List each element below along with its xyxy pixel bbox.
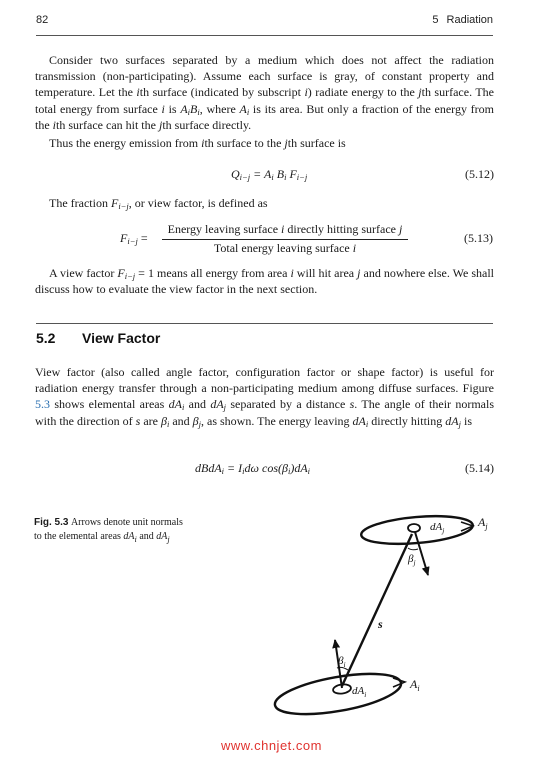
fraction-numerator: Energy leaving surface i directly hitting surface j <box>167 222 403 236</box>
element-dai <box>332 683 351 694</box>
equation-5-14: dBdA$_i$ = $I_id\omega$ $\cos(\beta_i)dA_i$ (5.14) <box>195 461 494 476</box>
line-s <box>342 534 412 686</box>
equation-5-13: $F_{i-j}$ = Energy leaving surface i directly hitting surface j Total energy leaving surface i <box>120 222 420 258</box>
watermark-text: www.chnjet.com <box>221 738 322 753</box>
label-aj: $A_j$ <box>478 515 488 531</box>
equation-5-12: $Q_{i-j} = A_i$ $B_i$ $F_{i-j}$ (5.12) <box>231 167 494 182</box>
section-title: View Factor <box>82 330 161 346</box>
label-ai: $A_i$ <box>410 677 420 693</box>
surface-aj-ellipse <box>360 512 474 548</box>
equation-number: (5.12) <box>465 167 494 181</box>
chapter-number: 5 <box>432 14 439 26</box>
figure-link[interactable]: 5.3 <box>35 397 50 412</box>
element-daj <box>408 524 420 532</box>
label-s: s <box>378 617 383 631</box>
label-beta-j: $\beta_j$ <box>408 553 416 567</box>
label-beta-i: $\beta_i$ <box>338 655 346 669</box>
equation-number: (5.14) <box>465 461 494 475</box>
figure-caption: Fig. 5.3 Arrows denote unit normals to the elemental areas $dA_i$ and $dA_j$ <box>34 517 183 544</box>
paragraph-emission: Thus the energy emission from ith surface to the jth surface is <box>49 136 346 150</box>
paragraph-intro: Consider two surfaces separated by a medium which does not affect the radiation transmission (non-participating). Assume each surface is gray, of constant property and temperature. Let the ith surface (indicated by subscript i) radiate energy to the jth surface. The total energy from surface i is $A_iB_i$, where $A_i$ is its area. But only a fraction of the energy from the ith surface can hit the jth surface directly. <box>35 53 494 132</box>
figure-label: Fig. 5.3 <box>34 517 69 528</box>
section-number: 5.2 <box>36 330 56 346</box>
paragraph-view-factor-def: View factor (also called angle factor, configuration factor or shape factor) is useful for radiation energy transfer through a non-participating medium among diffuse surfaces. Figure 5.3 shows elemental areas $dA_i$ and $dA_j$ separated by a distance s. The angle of their normals with the direction of s are $\beta_i$ and $\beta_j$, as shown. The energy leaving $dA_i$ directly hitting $dA_j$ is <box>35 365 495 429</box>
paragraph-view-factor-meaning: A view factor $F_{i-j} = 1$ means all energy from area i will hit area j and nowhere else. We shall discuss how to evaluate the view factor in the next section. <box>35 266 495 297</box>
fraction-denominator: Total energy leaving surface i <box>213 241 357 255</box>
pointer-ai <box>393 678 405 687</box>
chapter-title: Radiation <box>446 14 493 26</box>
label-daj: $dA_j$ <box>430 521 445 535</box>
equation-number: (5.13) <box>464 231 493 245</box>
page-number: 82 <box>36 14 49 26</box>
label-dai: $dA_i$ <box>352 685 367 699</box>
paragraph-fraction: The fraction $F_{i-j}$, or view factor, is defined as <box>49 196 268 211</box>
normal-arrow-daj <box>415 532 428 575</box>
arc-beta-j <box>408 548 418 550</box>
